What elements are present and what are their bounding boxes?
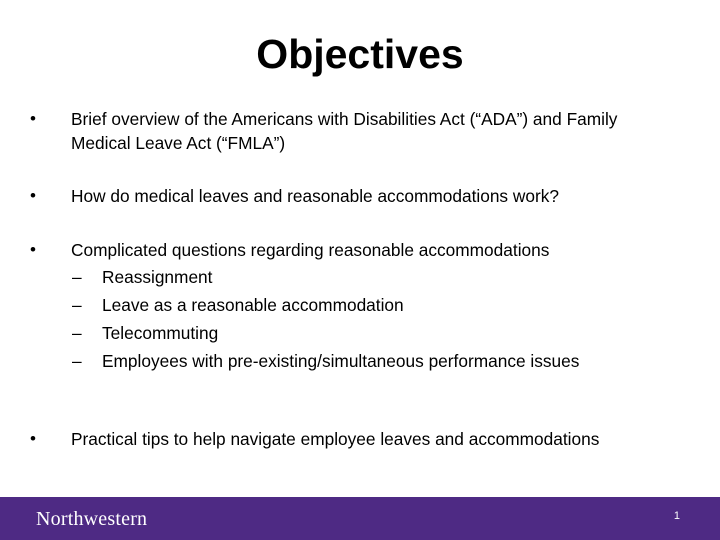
- sub-bullet-item: [72, 349, 672, 373]
- footer-bar: [0, 497, 720, 540]
- sub-bullet-item: [72, 293, 672, 317]
- sub-bullet-text: Leave as a reasonable accommodation: [102, 295, 404, 315]
- sub-bullet-text: Reassignment: [102, 267, 213, 287]
- bullet-marker: •: [30, 109, 36, 128]
- sub-bullet-marker: –: [72, 295, 82, 315]
- bullet-item: [30, 107, 680, 155]
- bullet-marker: •: [30, 186, 36, 205]
- bullet-item: [30, 238, 680, 262]
- sub-bullet-marker: –: [72, 323, 82, 343]
- bullet-marker: •: [30, 429, 36, 448]
- sub-bullet-item: [72, 265, 672, 289]
- slide-title: Objectives: [256, 31, 464, 77]
- bullet-item: [30, 184, 680, 208]
- bullet-item: [30, 427, 680, 451]
- northwestern-logo: Northwestern: [36, 508, 148, 530]
- sub-bullet-marker: –: [72, 351, 82, 371]
- bullet-text: How do medical leaves and reasonable accommodations work?: [71, 186, 559, 206]
- bullet-text: Brief overview of the Americans with Disabilities Act (“ADA”) and Family Medical Leave Act (“FMLA”): [71, 109, 618, 153]
- bullet-text: Practical tips to help navigate employee leaves and accommodations: [71, 429, 600, 449]
- sub-bullet-marker: –: [72, 267, 82, 287]
- page-number: 1: [673, 510, 680, 522]
- sub-bullet-text: Telecommuting: [102, 323, 219, 343]
- sub-bullet-text: Employees with pre-existing/simultaneous performance issues: [102, 351, 580, 371]
- bullet-text: Complicated questions regarding reasonable accommodations: [71, 240, 550, 260]
- bullet-marker: •: [30, 240, 36, 259]
- sub-bullet-item: [72, 321, 672, 345]
